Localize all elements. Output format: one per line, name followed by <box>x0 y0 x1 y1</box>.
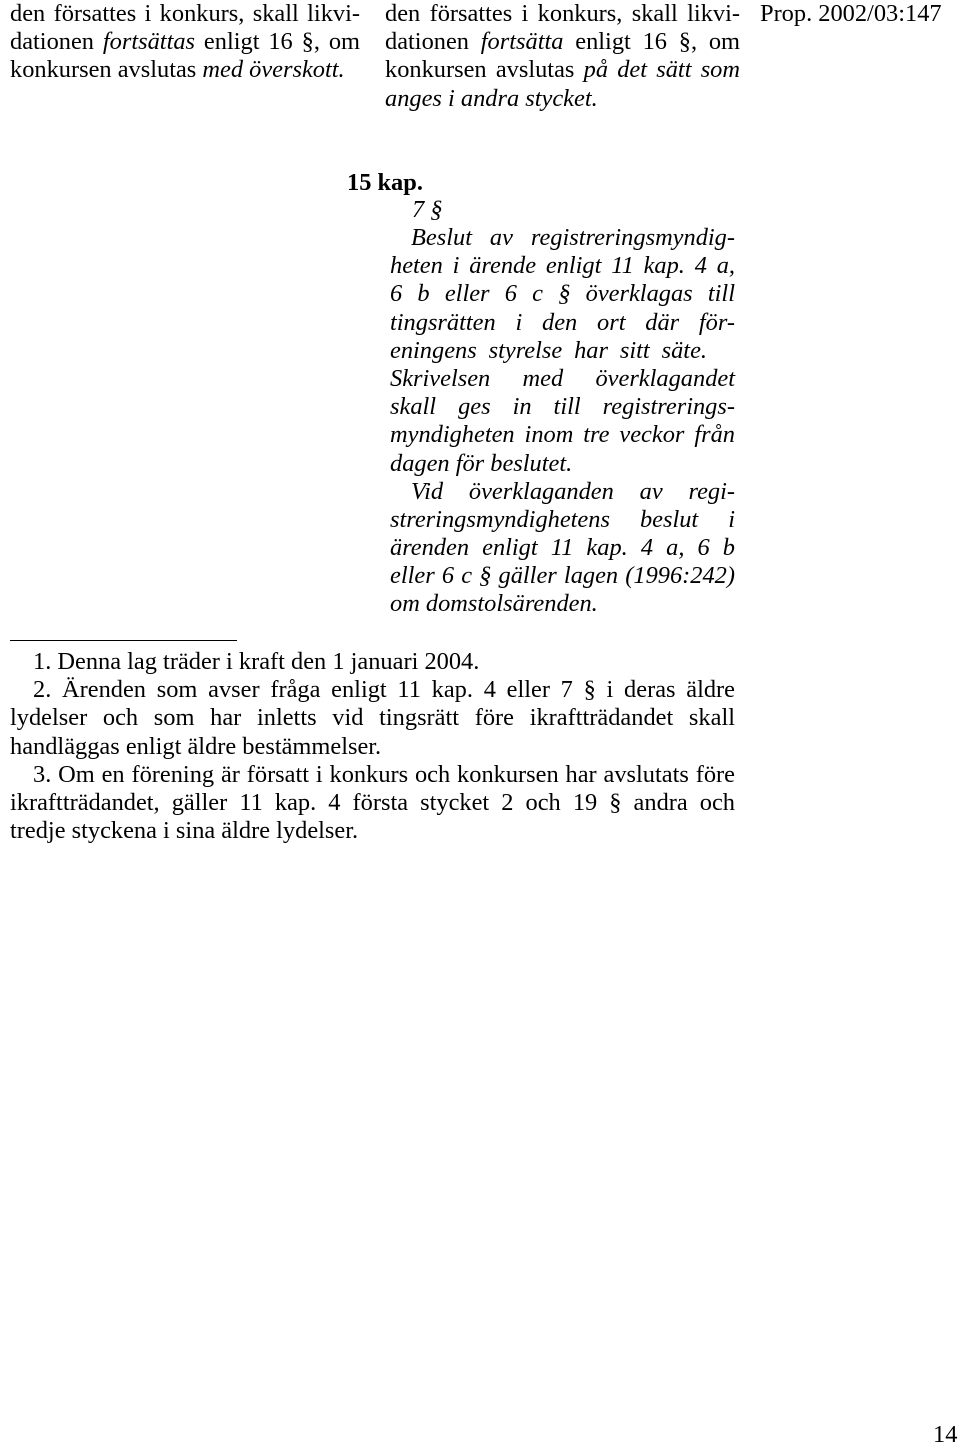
section-text <box>390 224 735 619</box>
text-line: tingsrätten i den ort där för- <box>390 308 735 336</box>
proposed-wording-column <box>385 0 740 113</box>
text-line <box>10 0 360 28</box>
footnote-rule <box>10 640 237 641</box>
section-number: 7 § <box>412 196 443 223</box>
text-line: dagen för beslutet. <box>390 449 573 477</box>
text-line: eningens styrelse har sitt säte. <box>390 336 707 364</box>
provision-line: 2. Ärenden som avser fråga enligt 11 kap. 4 eller 7 § i deras äldre <box>33 676 735 704</box>
text-run: enligt 16 §, om <box>195 28 360 56</box>
page-number: 14 <box>933 1421 958 1448</box>
text-run: konkursen avslutas <box>10 56 203 84</box>
current-wording-column <box>10 0 360 85</box>
running-head: Prop. 2002/03:147 <box>760 0 942 27</box>
provision-line: handläggas enligt äldre bestämmelser. <box>10 732 382 760</box>
text-run: dationen <box>10 28 103 56</box>
text-line: heten i ärende enligt 11 kap. 4 a, <box>390 252 735 280</box>
text-line: ärenden enligt 11 kap. 4 a, 6 b <box>390 534 735 562</box>
text-line <box>10 56 360 84</box>
text-run: enligt 16 §, om <box>563 28 740 56</box>
text-line: streringsmyndighetens beslut i <box>390 505 735 533</box>
provision-line: 1. Denna lag träder i kraft den 1 januari 2004. <box>33 648 480 675</box>
italic-text-run: fortsättas <box>102 28 196 56</box>
text-line <box>385 85 740 113</box>
italic-text-run: med överskott. <box>202 56 345 84</box>
provision-line: ikraftträdandet, gäller 11 kap. 4 första stycket 2 och 19 § andra och <box>10 788 735 816</box>
italic-text-run: fortsätta <box>480 28 564 56</box>
text-line: Vid överklaganden av regi- <box>411 477 735 505</box>
text-line: om domstolsärenden. <box>390 590 598 618</box>
text-line <box>10 28 360 56</box>
transitional-provisions <box>10 648 735 845</box>
text-run: dationen <box>385 28 481 56</box>
text-run: konkursen avslutas <box>385 56 584 84</box>
provision-line: 3. Om en förening är försatt i konkurs och konkursen har avslutats före <box>33 760 735 788</box>
italic-text-run: på det sätt som <box>583 56 740 84</box>
text-line: skall ges in till registrerings- <box>390 393 735 421</box>
chapter-heading: 15 kap. <box>347 169 423 196</box>
provision-line: tredje styckena i sina äldre lydelser. <box>10 817 359 845</box>
text-line: eller 6 c § gäller lagen (1996:242) <box>390 562 735 590</box>
provision-line: lydelser och som har inletts vid tingsrätt före ikraftträdandet skall <box>10 704 735 732</box>
text-line: Beslut av registreringsmyndig- <box>411 224 735 251</box>
text-line <box>385 0 740 28</box>
italic-text-run: anges i andra stycket. <box>385 84 598 112</box>
text-line: myndigheten inom tre veckor från <box>390 421 735 449</box>
text-line <box>385 28 740 56</box>
text-line <box>385 56 740 84</box>
text-run: den försattes i konkurs, skall likvi- <box>10 0 360 27</box>
text-line: 6 b eller 6 c § överklagas till <box>390 280 735 308</box>
text-run: den försattes i konkurs, skall likvi- <box>385 0 740 27</box>
text-line: Skrivelsen med överklagandet <box>390 364 735 392</box>
